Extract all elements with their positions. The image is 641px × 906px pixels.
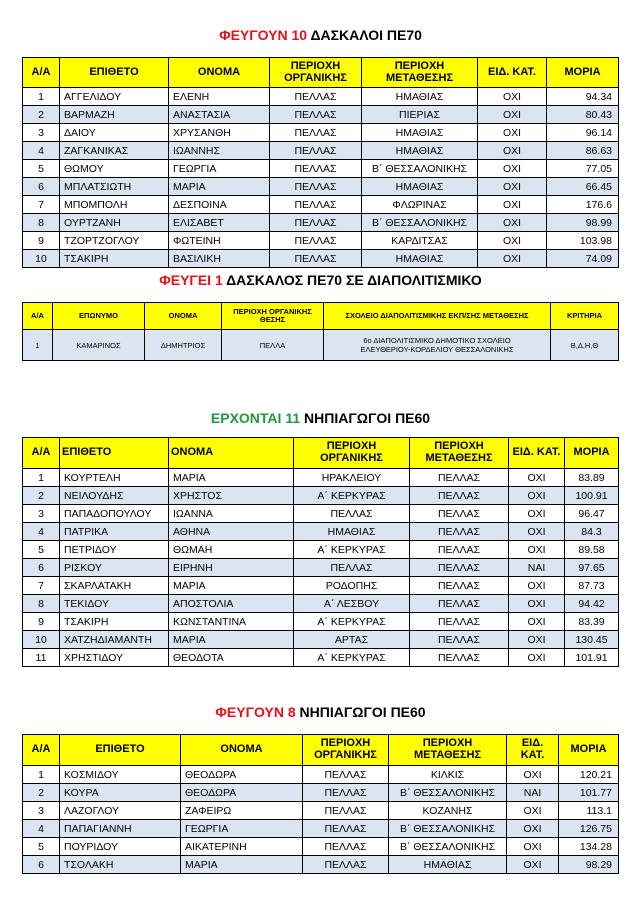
table-row [23, 160, 619, 178]
cell-name: ΔΕΣΠΟΙΝΑ [169, 196, 270, 214]
cell-points: 103.98 [547, 232, 619, 250]
table-row [23, 613, 619, 631]
cell-name: ΕΛΙΣΑΒΕΤ [169, 214, 270, 232]
cell-points: 66.45 [547, 178, 619, 196]
header-cell: Α/Α [23, 438, 60, 469]
cell-points: 126.75 [559, 820, 619, 838]
cell-transfer-area: ΠΕΛΛΑΣ [410, 505, 509, 523]
table-row [23, 250, 619, 268]
cell-surname: ΟΥΡΤΖΑΝΗ [60, 214, 169, 232]
section1-title [0, 27, 641, 43]
cell-num: 3 [23, 124, 60, 142]
table-row [23, 649, 619, 667]
cell-special-category: ΟΧΙ [509, 505, 565, 523]
cell-points: 84.3 [565, 523, 619, 541]
cell-special-category: ΟΧΙ [509, 631, 565, 649]
cell-transfer-area: ΠΕΛΛΑΣ [410, 649, 509, 667]
cell-num: 9 [23, 232, 60, 250]
cell-num: 1 [23, 469, 60, 487]
table-row [23, 487, 619, 505]
cell-special-category: ΟΧΙ [509, 595, 565, 613]
cell-surname: ΒΑΡΜΑΖΗ [60, 106, 169, 124]
cell-surname: ΤΖΟΡΤΖΟΓΛΟΥ [60, 232, 169, 250]
cell-surname: ΚΟΥΡΤΕΛΗ [60, 469, 169, 487]
cell-name: ΒΑΣΙΛΙΚΗ [169, 250, 270, 268]
cell-transfer-area: ΚΑΡΔΙΤΣΑΣ [362, 232, 478, 250]
header-cell: ΕΙΔ. ΚΑΤ. [507, 735, 559, 766]
cell-num: 9 [23, 613, 60, 631]
cell-origin-area: ΠΕΛΛΑΣ [270, 250, 362, 268]
cell-area: ΠΕΛΛΑ [222, 330, 324, 361]
cell-surname: ΠΕΤΡΙΔΟΥ [60, 541, 169, 559]
school-line-2: ΕΛΕΥΘΕΡΙΟΥ-ΚΟΡΔΕΛΙΟΥ ΘΕΣΣΑΛΟΝΙΚΗΣ [360, 345, 514, 354]
cell-points: 101.77 [559, 784, 619, 802]
cell-special-category: ΟΧΙ [509, 487, 565, 505]
cell-surname: ΝΕΙΛΟΥΔΗΣ [60, 487, 169, 505]
cell-name: ΑΘΗΝΑ [169, 523, 294, 541]
cell-name: ΓΕΩΡΓΙΑ [181, 820, 303, 838]
cell-points: 176.6 [547, 196, 619, 214]
section1-title-accent: ΦΕΥΓΟΥΝ 10 [219, 27, 308, 43]
cell-num: 6 [23, 559, 60, 577]
cell-name: ΜΑΡΙΑ [169, 631, 294, 649]
cell-num: 3 [23, 505, 60, 523]
header-cell: ΟΝΟΜΑ [181, 735, 303, 766]
cell-origin-area: ΠΕΛΛΑΣ [303, 766, 389, 784]
cell-points: 86.63 [547, 142, 619, 160]
cell-name: ΑΝΑΣΤΑΣΙΑ [169, 106, 270, 124]
cell-special-category: ΟΧΙ [478, 178, 547, 196]
cell-special-category: ΟΧΙ [478, 124, 547, 142]
cell-points: 101.91 [565, 649, 619, 667]
cell-transfer-area: ΠΕΛΛΑΣ [410, 559, 509, 577]
cell-name: ΙΩΑΝΝΑ [169, 505, 294, 523]
cell-special-category: ΟΧΙ [509, 523, 565, 541]
table-row [23, 523, 619, 541]
table-row [23, 178, 619, 196]
section4-title-rest: ΝΗΠΙΑΓΩΓΟΙ ΠΕ60 [295, 704, 426, 720]
cell-special-category: ΟΧΙ [507, 856, 559, 874]
cell-surname: ΣΚΑΡΛΑΤΑΚΗ [60, 577, 169, 595]
cell-transfer-area: ΠΙΕΡΙΑΣ [362, 106, 478, 124]
cell-points: 96.47 [565, 505, 619, 523]
header-cell: ΜΟΡΙΑ [559, 735, 619, 766]
cell-criteria: Β,Δ,Η,Θ [551, 330, 619, 361]
cell-name: ΜΑΡΙΑ [169, 469, 294, 487]
table-row [23, 124, 619, 142]
cell-name: ΙΩΑΝΝΗΣ [169, 142, 270, 160]
cell-surname: ΖΑΓΚΑΝΙΚΑΣ [60, 142, 169, 160]
cell-num: 2 [23, 106, 60, 124]
cell-points: 74.09 [547, 250, 619, 268]
cell-name: ΧΡΗΣΤΟΣ [169, 487, 294, 505]
cell-surname: ΤΕΚΙΔΟΥ [60, 595, 169, 613]
cell-transfer-area: ΚΟΖΑΝΗΣ [389, 802, 507, 820]
cell-name: ΧΡΥΣΑΝΘΗ [169, 124, 270, 142]
cell-surname: ΠΑΠΑΔΟΠΟΥΛΟΥ [60, 505, 169, 523]
cell-origin-area: Α΄ ΚΕΡΚΥΡΑΣ [294, 541, 410, 559]
cell-surname: ΠΑΤΡΙΚΑ [60, 523, 169, 541]
section3-title-accent: ΕΡΧΟΝΤΑΙ 11 [210, 410, 301, 426]
section3-table [22, 437, 619, 667]
cell-surname: ΛΑΖΟΓΛΟΥ [60, 802, 181, 820]
table-row [23, 559, 619, 577]
cell-name: ΑΙΚΑΤΕΡΙΝΗ [181, 838, 303, 856]
cell-points: 113.1 [559, 802, 619, 820]
table-header-row [23, 438, 619, 469]
cell-name: ΦΩΤΕΙΝΗ [169, 232, 270, 250]
cell-origin-area: ΠΕΛΛΑΣ [270, 214, 362, 232]
table-row [23, 232, 619, 250]
cell-origin-area: ΗΡΑΚΛΕΙΟΥ [294, 469, 410, 487]
cell-num: 7 [23, 196, 60, 214]
cell-name: ΘΕΟΔΩΡΑ [181, 784, 303, 802]
cell-transfer-area: Β΄ ΘΕΣΣΑΛΟΝΙΚΗΣ [362, 160, 478, 178]
cell-points: 83.39 [565, 613, 619, 631]
cell-num: 10 [23, 631, 60, 649]
cell-surname: ΜΠΛΑΤΣΙΩΤΗ [60, 178, 169, 196]
table-row [23, 541, 619, 559]
cell-surname: ΔΑΙΟΥ [60, 124, 169, 142]
cell-special-category: ΝΑΙ [507, 784, 559, 802]
header-cell: ΠΕΡΙΟΧΗ ΟΡΓΑΝΙΚΗΣ [303, 735, 389, 766]
cell-num: 2 [23, 487, 60, 505]
cell-num: 2 [23, 784, 60, 802]
cell-special-category: ΟΧΙ [509, 613, 565, 631]
cell-name: ΕΙΡΗΝΗ [169, 559, 294, 577]
cell-origin-area: ΠΕΛΛΑΣ [294, 505, 410, 523]
cell-name: ΔΗΜΗΤΡΙΟΣ [145, 330, 222, 361]
table-row [23, 766, 619, 784]
cell-origin-area: Α΄ ΚΕΡΚΥΡΑΣ [294, 649, 410, 667]
cell-transfer-area: ΠΕΛΛΑΣ [410, 613, 509, 631]
cell-surname: ΠΑΠΑΓΙΑΝΝΗ [60, 820, 181, 838]
cell-origin-area: ΠΕΛΛΑΣ [270, 106, 362, 124]
cell-origin-area: ΠΕΛΛΑΣ [303, 820, 389, 838]
section1-title-rest: ΔΑΣΚΑΛΟΙ ΠΕ70 [307, 27, 422, 43]
cell-special-category: ΟΧΙ [507, 820, 559, 838]
header-cell: ΠΕΡΙΟΧΗ ΜΕΤΑΘΕΣΗΣ [362, 58, 478, 88]
cell-num: 1 [23, 766, 60, 784]
cell-surname: ΧΡΗΣΤΙΔΟΥ [60, 649, 169, 667]
section4-title [0, 704, 641, 720]
table-row [23, 577, 619, 595]
cell-num: 4 [23, 523, 60, 541]
header-cell: Α/Α [23, 58, 60, 88]
cell-name: ΖΑΦΕΙΡΩ [181, 802, 303, 820]
cell-points: 83.89 [565, 469, 619, 487]
cell-num: 5 [23, 838, 60, 856]
table-row [23, 631, 619, 649]
cell-transfer-area: Β΄ ΘΕΣΣΑΛΟΝΙΚΗΣ [389, 820, 507, 838]
cell-special-category: ΟΧΙ [478, 160, 547, 178]
cell-num: 1 [23, 330, 53, 361]
cell-origin-area: ΠΕΛΛΑΣ [270, 232, 362, 250]
cell-surname: ΚΟΥΡΑ [60, 784, 181, 802]
header-cell: ΕΠΩΝΥΜΟ [53, 303, 145, 330]
cell-num: 1 [23, 88, 60, 106]
table-row [23, 106, 619, 124]
header-cell: ΜΟΡΙΑ [565, 438, 619, 469]
table-row [23, 505, 619, 523]
table-row [23, 142, 619, 160]
school-line-1: 6ο ΔΙΑΠΟΛΙΤΙΣΜΙΚΟ ΔΗΜΟΤΙΚΟ ΣΧΟΛΕΙΟ [363, 336, 511, 345]
cell-name: ΕΛΕΝΗ [169, 88, 270, 106]
cell-num: 8 [23, 595, 60, 613]
cell-transfer-area: ΠΕΛΛΑΣ [410, 577, 509, 595]
cell-transfer-area: ΠΕΛΛΑΣ [410, 541, 509, 559]
table-row [23, 802, 619, 820]
cell-num: 8 [23, 214, 60, 232]
cell-transfer-area: ΠΕΛΛΑΣ [410, 595, 509, 613]
cell-points: 98.29 [559, 856, 619, 874]
header-cell: ΟΝΟΜΑ [169, 438, 294, 469]
cell-origin-area: ΡΟΔΟΠΗΣ [294, 577, 410, 595]
cell-surname: ΤΣΑΚΙΡΗ [60, 250, 169, 268]
header-cell: ΟΝΟΜΑ [169, 58, 270, 88]
cell-origin-area: ΠΕΛΛΑΣ [270, 124, 362, 142]
cell-num: 6 [23, 178, 60, 196]
table-header-row [23, 58, 619, 88]
cell-name: ΚΩΝΣΤΑΝΤΙΝΑ [169, 613, 294, 631]
table-row [23, 595, 619, 613]
cell-points: 100.91 [565, 487, 619, 505]
cell-origin-area: Α΄ ΚΕΡΚΥΡΑΣ [294, 487, 410, 505]
cell-special-category: ΟΧΙ [478, 106, 547, 124]
cell-num: 7 [23, 577, 60, 595]
cell-points: 94.42 [565, 595, 619, 613]
table-row [23, 214, 619, 232]
section4-title-accent: ΦΕΥΓΟΥΝ 8 [215, 704, 296, 720]
header-cell: ΠΕΡΙΟΧΗ ΟΡΓΑΝΙΚΗΣ [294, 438, 410, 469]
header-cell: ΠΕΡΙΟΧΗ ΟΡΓΑΝΙΚΗΣ ΘΕΣΗΣ [222, 303, 324, 330]
header-cell: ΚΡΙΤΗΡΙΑ [551, 303, 619, 330]
section3-title [0, 410, 641, 426]
table-header-row [23, 735, 619, 766]
cell-num: 10 [23, 250, 60, 268]
cell-special-category: ΟΧΙ [478, 250, 547, 268]
section1-table [22, 57, 619, 268]
cell-transfer-area: ΠΕΛΛΑΣ [410, 469, 509, 487]
cell-origin-area: ΠΕΛΛΑΣ [270, 88, 362, 106]
cell-surname: ΘΩΜΟΥ [60, 160, 169, 178]
section4-table [22, 734, 619, 874]
cell-special-category: ΟΧΙ [507, 766, 559, 784]
cell-origin-area: ΠΕΛΛΑΣ [270, 196, 362, 214]
table-row [23, 820, 619, 838]
cell-num: 4 [23, 820, 60, 838]
cell-num: 5 [23, 541, 60, 559]
cell-transfer-area: ΠΕΛΛΑΣ [410, 631, 509, 649]
cell-num: 5 [23, 160, 60, 178]
cell-name: ΜΑΡΙΑ [169, 178, 270, 196]
cell-origin-area: ΠΕΛΛΑΣ [303, 856, 389, 874]
cell-origin-area: ΠΕΛΛΑΣ [270, 178, 362, 196]
section2-title-rest: ΔΑΣΚΑΛΟΣ ΠΕ70 ΣΕ ΔΙΑΠΟΛΙΤΙΣΜΙΚΟ [222, 272, 482, 288]
cell-origin-area: Α΄ ΚΕΡΚΥΡΑΣ [294, 613, 410, 631]
cell-special-category: ΟΧΙ [509, 577, 565, 595]
section2-title-accent: ΦΕΥΓΕΙ 1 [159, 272, 223, 288]
section3-body [23, 469, 619, 667]
cell-special-category: ΟΧΙ [507, 802, 559, 820]
cell-transfer-area: Β΄ ΘΕΣΣΑΛΟΝΙΚΗΣ [362, 214, 478, 232]
cell-points: 87.73 [565, 577, 619, 595]
cell-points: 94.34 [547, 88, 619, 106]
cell-surname: ΜΠΟΜΠΟΛΗ [60, 196, 169, 214]
cell-points: 97.65 [565, 559, 619, 577]
cell-transfer-area: ΗΜΑΘΙΑΣ [362, 142, 478, 160]
cell-special-category: ΟΧΙ [478, 214, 547, 232]
cell-origin-area: ΠΕΛΛΑΣ [303, 784, 389, 802]
cell-transfer-area: ΗΜΑΘΙΑΣ [362, 178, 478, 196]
cell-transfer-area: ΚΙΛΚΙΣ [389, 766, 507, 784]
cell-transfer-area: ΗΜΑΘΙΑΣ [389, 856, 507, 874]
table-row [23, 196, 619, 214]
cell-points: 98.99 [547, 214, 619, 232]
cell-name: ΘΕΟΔΩΡΑ [181, 766, 303, 784]
cell-num: 4 [23, 142, 60, 160]
cell-surname: ΧΑΤΖΗΔΙΑΜΑΝΤΗ [60, 631, 169, 649]
section2-title [0, 272, 641, 288]
cell-points: 134.28 [559, 838, 619, 856]
cell-name: ΓΕΩΡΓΙΑ [169, 160, 270, 178]
cell-name: ΘΕΟΔΟΤΑ [169, 649, 294, 667]
cell-surname: ΠΟΥΡΙΔΟΥ [60, 838, 181, 856]
header-cell: ΠΕΡΙΟΧΗ ΜΕΤΑΘΕΣΗΣ [410, 438, 509, 469]
cell-points: 77.05 [547, 160, 619, 178]
header-cell: ΕΠΙΘΕΤΟ [60, 735, 181, 766]
cell-points: 80.43 [547, 106, 619, 124]
cell-points: 120.21 [559, 766, 619, 784]
header-cell: ΕΙΔ. ΚΑΤ. [478, 58, 547, 88]
cell-school [324, 330, 551, 361]
section2-table [22, 302, 619, 361]
cell-points: 96.14 [547, 124, 619, 142]
header-cell: ΕΙΔ. ΚΑΤ. [509, 438, 565, 469]
header-cell: Α/Α [23, 735, 60, 766]
cell-surname: ΑΓΓΕΛΙΔΟΥ [60, 88, 169, 106]
cell-num: 3 [23, 802, 60, 820]
table-row [23, 88, 619, 106]
cell-origin-area: ΑΡΤΑΣ [294, 631, 410, 649]
cell-name: ΜΑΡΙΑ [169, 577, 294, 595]
table-row [23, 838, 619, 856]
cell-transfer-area: ΗΜΑΘΙΑΣ [362, 250, 478, 268]
cell-special-category: ΟΧΙ [478, 142, 547, 160]
cell-transfer-area: ΗΜΑΘΙΑΣ [362, 88, 478, 106]
cell-origin-area: ΠΕΛΛΑΣ [303, 802, 389, 820]
cell-origin-area: ΠΕΛΛΑΣ [270, 142, 362, 160]
cell-points: 130.45 [565, 631, 619, 649]
table-row [23, 330, 619, 361]
header-cell: Α/Α [23, 303, 53, 330]
header-cell: ΕΠΙΘΕΤΟ [60, 58, 169, 88]
cell-origin-area: ΠΕΛΛΑΣ [294, 559, 410, 577]
cell-surname: ΚΑΜΑΡΙΝΟΣ [53, 330, 145, 361]
cell-name: ΘΩΜΑΗ [169, 541, 294, 559]
cell-points: 89.58 [565, 541, 619, 559]
table-header-row [23, 303, 619, 330]
cell-name: ΑΠΟΣΤΟΛΙΑ [169, 595, 294, 613]
header-cell: ΠΕΡΙΟΧΗ ΜΕΤΑΘΕΣΗΣ [389, 735, 507, 766]
cell-transfer-area: ΦΛΩΡΙΝΑΣ [362, 196, 478, 214]
cell-surname: ΤΣΑΚΙΡΗ [60, 613, 169, 631]
cell-surname: ΤΣΟΛΑΚΗ [60, 856, 181, 874]
table-row [23, 784, 619, 802]
table-row [23, 469, 619, 487]
cell-special-category: ΟΧΙ [509, 541, 565, 559]
cell-transfer-area: ΠΕΛΛΑΣ [410, 487, 509, 505]
section1-body [23, 88, 619, 268]
cell-num: 11 [23, 649, 60, 667]
header-cell: ΣΧΟΛΕΙΟ ΔΙΑΠΟΛΙΤΙΣΜΙΚΗΣ ΕΚΠ/ΣΗΣ ΜΕΤΑΘΕΣΗΣ [324, 303, 551, 330]
cell-transfer-area: ΗΜΑΘΙΑΣ [362, 124, 478, 142]
cell-transfer-area: ΠΕΛΛΑΣ [410, 523, 509, 541]
section3-title-rest: ΝΗΠΙΑΓΩΓΟΙ ΠΕ60 [300, 410, 431, 426]
cell-transfer-area: Β΄ ΘΕΣΣΑΛΟΝΙΚΗΣ [389, 784, 507, 802]
cell-origin-area: ΠΕΛΛΑΣ [303, 838, 389, 856]
cell-special-category: ΟΧΙ [509, 649, 565, 667]
cell-origin-area: Α΄ ΛΕΣΒΟΥ [294, 595, 410, 613]
section4-body [23, 766, 619, 874]
cell-special-category: ΟΧΙ [509, 469, 565, 487]
cell-origin-area: ΠΕΛΛΑΣ [270, 160, 362, 178]
cell-origin-area: ΗΜΑΘΙΑΣ [294, 523, 410, 541]
cell-num: 6 [23, 856, 60, 874]
cell-surname: ΡΙΣΚΟΥ [60, 559, 169, 577]
cell-special-category: ΟΧΙ [478, 232, 547, 250]
cell-special-category: ΟΧΙ [478, 196, 547, 214]
cell-transfer-area: Β΄ ΘΕΣΣΑΛΟΝΙΚΗΣ [389, 838, 507, 856]
cell-special-category: ΟΧΙ [478, 88, 547, 106]
cell-special-category: ΝΑΙ [509, 559, 565, 577]
header-cell: ΠΕΡΙΟΧΗ ΟΡΓΑΝΙΚΗΣ [270, 58, 362, 88]
header-cell: ΜΟΡΙΑ [547, 58, 619, 88]
table-row [23, 856, 619, 874]
cell-special-category: ΟΧΙ [507, 838, 559, 856]
header-cell: ΕΠΙΘΕΤΟ [60, 438, 169, 469]
header-cell: ΟΝΟΜΑ [145, 303, 222, 330]
cell-surname: ΚΟΣΜΙΔΟΥ [60, 766, 181, 784]
cell-name: ΜΑΡΙΑ [181, 856, 303, 874]
